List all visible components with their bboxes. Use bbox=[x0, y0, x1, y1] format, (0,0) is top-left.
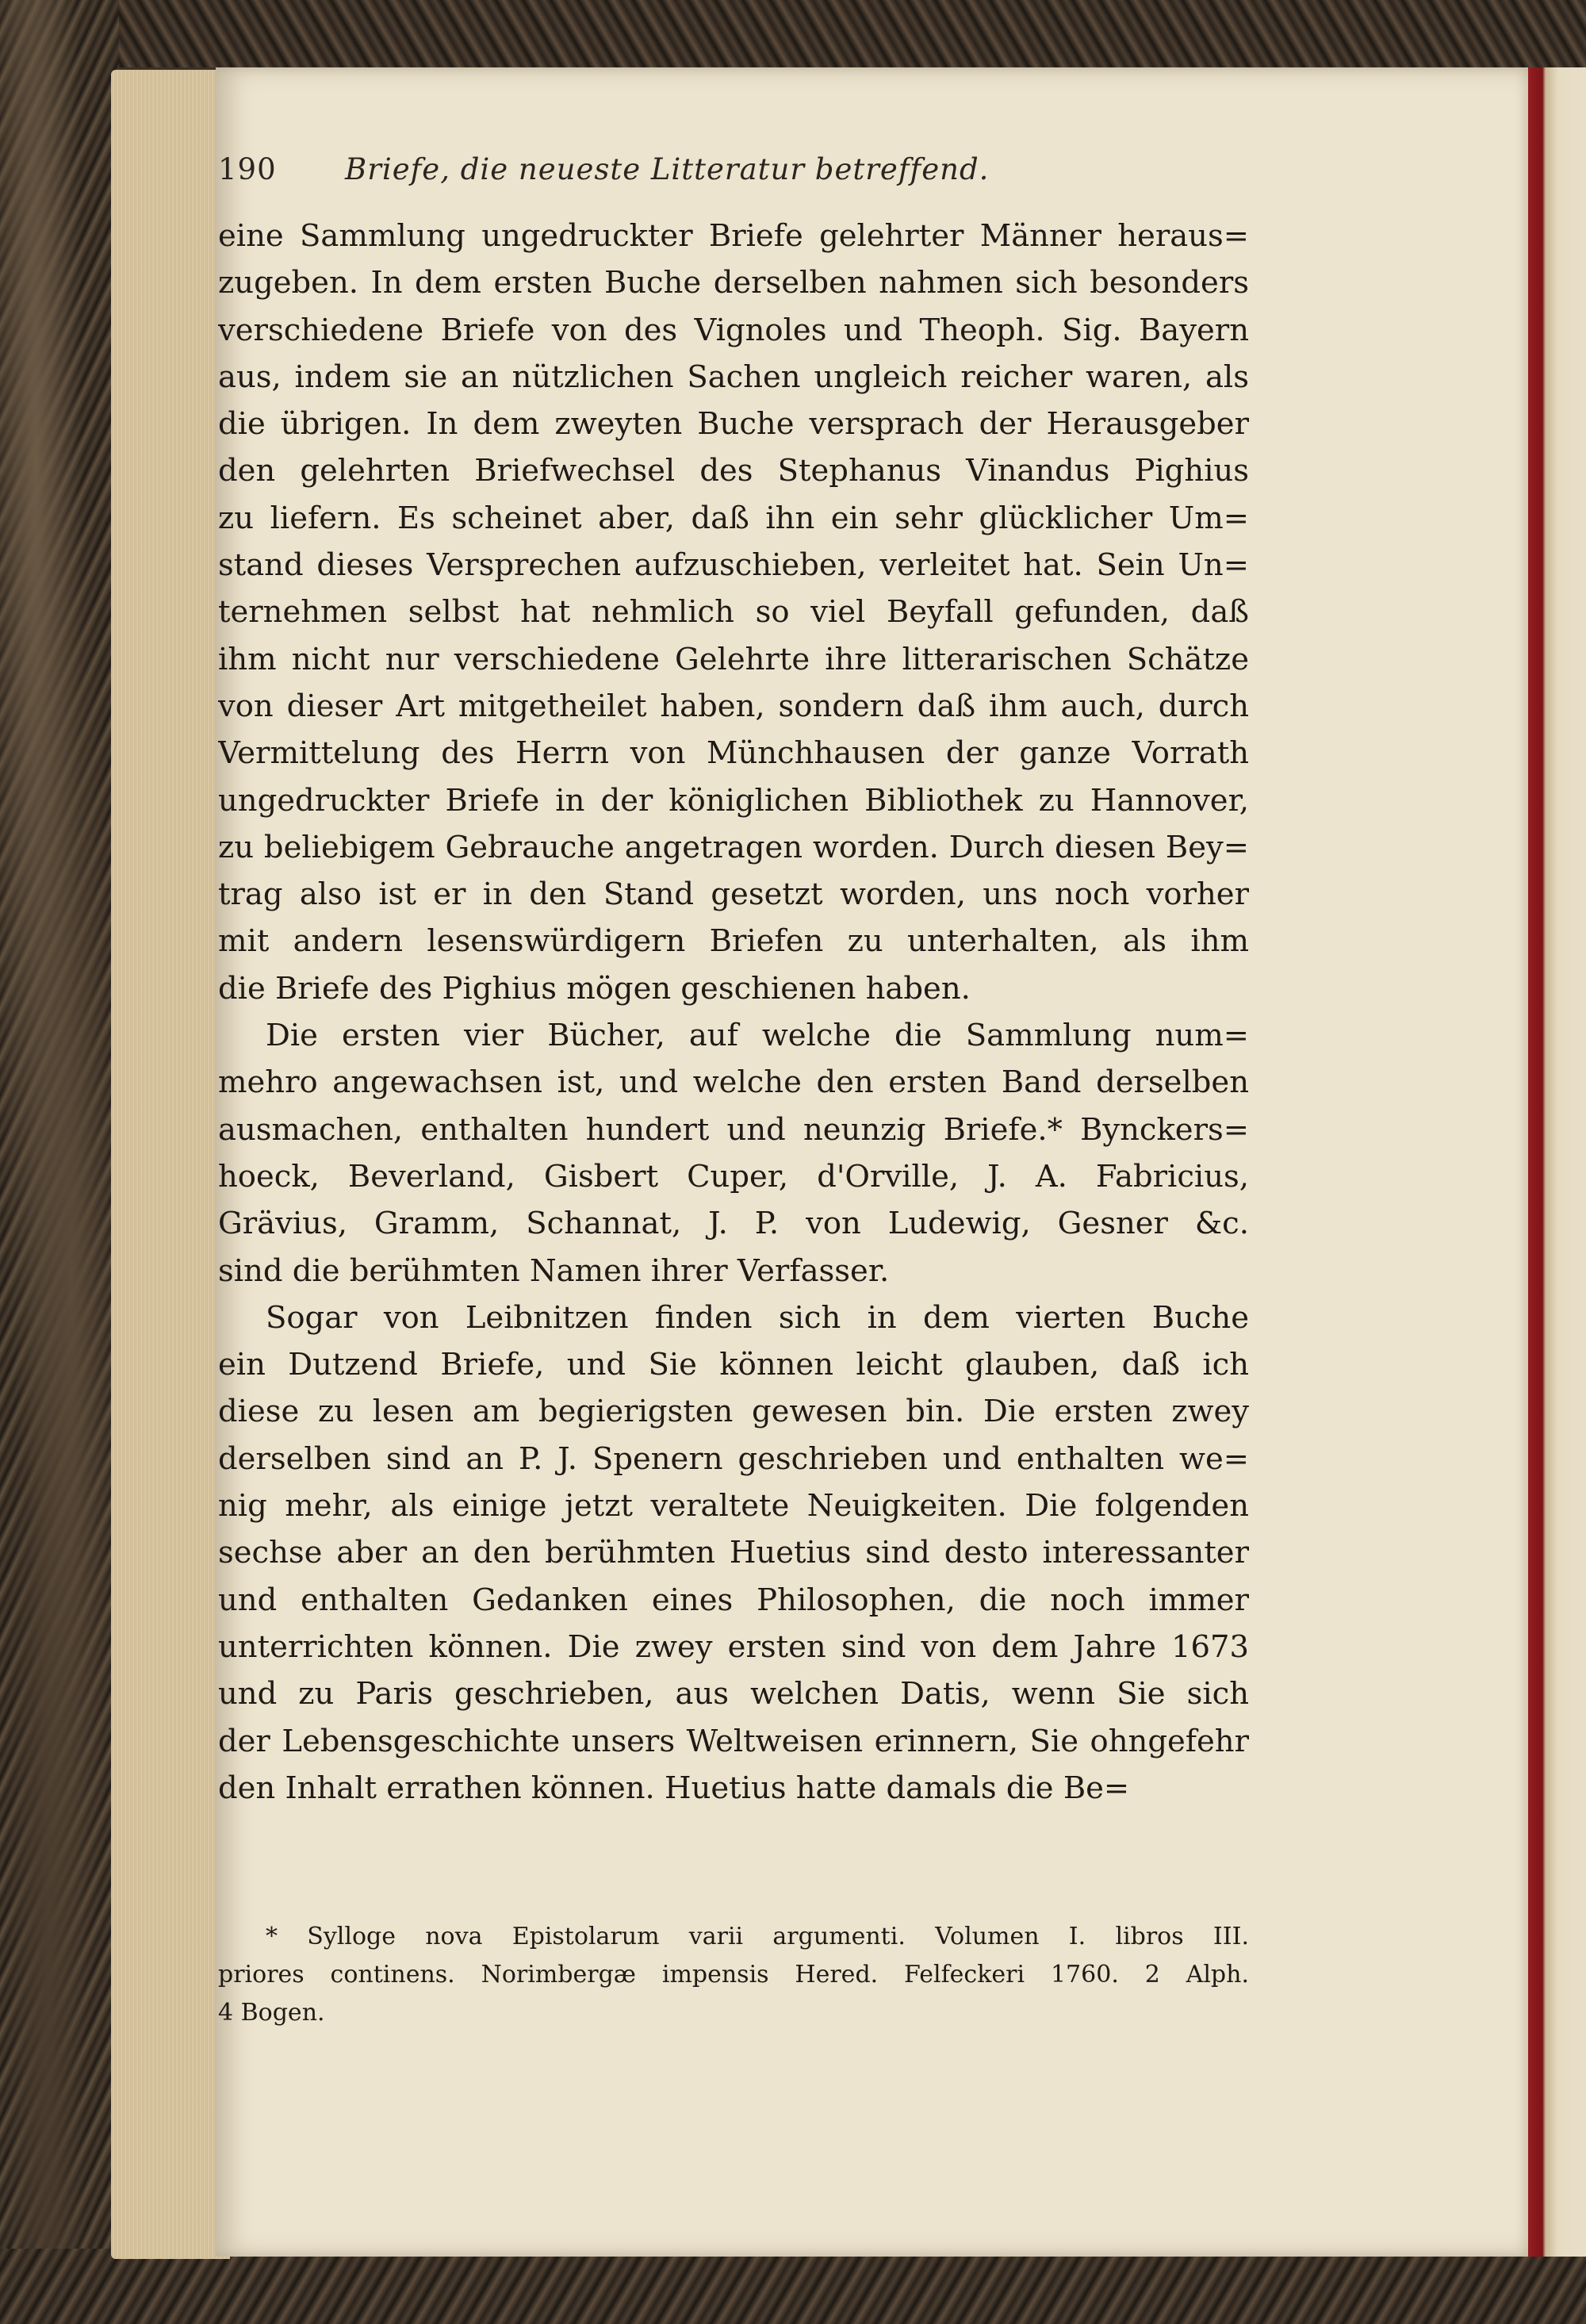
footnote-line: 4 Bogen. bbox=[218, 1999, 325, 2027]
text-line: mehro angewachsen ist, und welche den ersten Band derselben bbox=[218, 1064, 1249, 1101]
book-cover-top bbox=[0, 0, 1586, 67]
body-text bbox=[218, 213, 1249, 1812]
text-line: sind die berühmten Namen ihrer Verfasser. bbox=[218, 1252, 890, 1289]
text-line: und zu Paris geschrieben, aus welchen Datis, wenn Sie sich bbox=[218, 1676, 1249, 1712]
text-line: hoeck, Beverland, Gisbert Cuper, d'Orville, J. A. Fabricius, bbox=[218, 1158, 1249, 1195]
text-line: der Lebensgeschichte unsers Weltweisen erinnern, Sie ohngefehr bbox=[218, 1723, 1249, 1759]
text-line: aus, indem sie an nützlichen Sachen ungleich reicher waren, als bbox=[218, 359, 1249, 395]
facing-page-edge bbox=[1527, 67, 1586, 2257]
text-line: den Inhalt errathen können. Huetius hatte damals die Be= bbox=[218, 1770, 1130, 1806]
text-line: Sogar von Leibnitzen finden sich in dem vierten Buche bbox=[266, 1299, 1249, 1336]
text-line: von dieser Art mitgetheilet haben, sondern daß ihm auch, durch bbox=[218, 688, 1249, 724]
text-line: zu beliebigem Gebrauche angetragen worden. Durch diesen Bey= bbox=[218, 829, 1249, 865]
page-number: 190 bbox=[218, 152, 277, 186]
text-line: ternehmen selbst hat nehmlich so viel Beyfall gefunden, daß bbox=[218, 594, 1249, 631]
text-line: zugeben. In dem ersten Buche derselben nahmen sich besonders bbox=[218, 265, 1249, 301]
footnote-line: priores continens. Norimbergæ impensis Hered. Felfeckeri 1760. 2 Alph. bbox=[218, 1961, 1249, 1988]
text-line: Vermittelung des Herrn von Münchhausen der ganze Vorrath bbox=[218, 735, 1249, 772]
text-line: den gelehrten Briefwechsel des Stephanus Vinandus Pighius bbox=[218, 453, 1249, 489]
text-line: ein Dutzend Briefe, und Sie können leicht glauben, daß ich bbox=[218, 1347, 1249, 1383]
footnote-line: * Sylloge nova Epistolarum varii argumenti. Volumen I. libros III. bbox=[266, 1923, 1249, 1950]
page-edges-stack bbox=[111, 70, 230, 2259]
text-line: sechse aber an den berühmten Huetius sind desto interessanter bbox=[218, 1535, 1249, 1571]
text-line: und enthalten Gedanken eines Philosophen, die noch immer bbox=[218, 1582, 1249, 1618]
text-line: ihm nicht nur verschiedene Gelehrte ihre litterarischen Schätze bbox=[218, 641, 1249, 677]
text-line: diese zu lesen am begierigsten gewesen bin. Die ersten zwey bbox=[218, 1394, 1249, 1430]
text-line: derselben sind an P. J. Spenern geschrieben und enthalten we= bbox=[218, 1440, 1249, 1477]
text-line: die übrigen. In dem zweyten Buche versprach der Herausgeber bbox=[218, 406, 1249, 443]
text-line: zu liefern. Es scheinet aber, daß ihn ein sehr glücklicher Um= bbox=[218, 500, 1249, 536]
text-line: mit andern lesenswürdigern Briefen zu unterhalten, als ihm bbox=[218, 923, 1249, 960]
text-line: unterrichten können. Die zwey ersten sind von dem Jahre 1673 bbox=[218, 1628, 1249, 1665]
running-head-title: Briefe, die neueste Litteratur betreffend. bbox=[345, 152, 990, 186]
text-line: trag also ist er in den Stand gesetzt worden, uns noch vorher bbox=[218, 876, 1249, 913]
book-cover-bottom bbox=[0, 2249, 1586, 2324]
text-line: verschiedene Briefe von des Vignoles und Theoph. Sig. Bayern bbox=[218, 312, 1249, 348]
book-cover-left bbox=[0, 0, 119, 2324]
text-line: nig mehr, als einige jetzt veraltete Neuigkeiten. Die folgenden bbox=[218, 1488, 1249, 1524]
text-line: eine Sammlung ungedruckter Briefe gelehrter Männer heraus= bbox=[218, 218, 1249, 254]
running-head bbox=[218, 152, 1201, 197]
text-line: die Briefe des Pighius mögen geschienen haben. bbox=[218, 970, 971, 1007]
text-line: Grävius, Gramm, Schannat, J. P. von Ludewig, Gesner &c. bbox=[218, 1206, 1249, 1242]
text-line: Die ersten vier Bücher, auf welche die Sammlung num= bbox=[266, 1018, 1249, 1054]
footnote bbox=[218, 1918, 1249, 2032]
text-line: stand dieses Versprechen aufzuschieben, verleitet hat. Sein Un= bbox=[218, 547, 1249, 584]
text-line: ausmachen, enthalten hundert und neunzig Briefe.* Bynckers= bbox=[218, 1111, 1249, 1148]
text-line: ungedruckter Briefe in der königlichen Bibliothek zu Hannover, bbox=[218, 782, 1249, 819]
